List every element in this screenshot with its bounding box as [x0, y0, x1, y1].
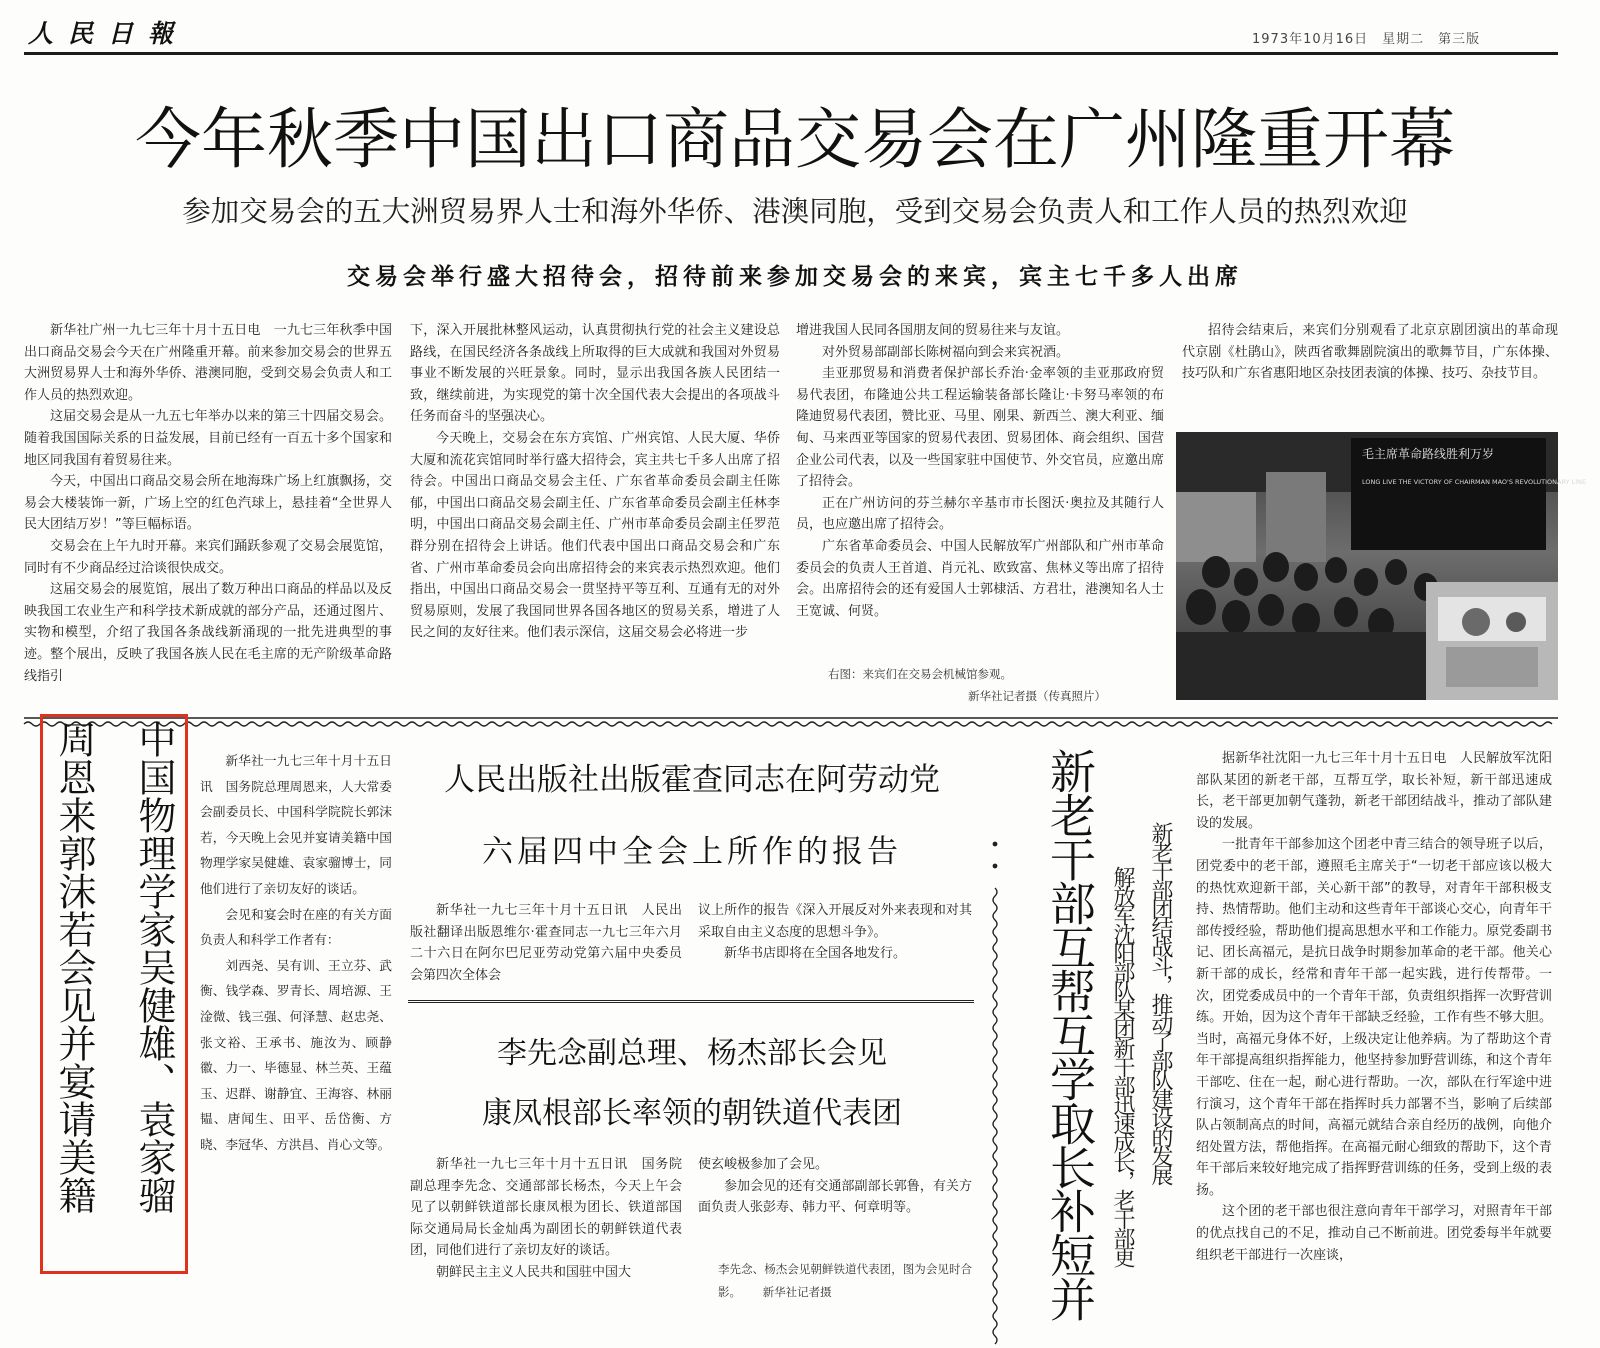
section-divider [24, 714, 1558, 728]
zhou-article-body: 新华社一九七三年十月十五日讯 国务院总理周恩来，人大常委会副委员长、中国科学院院长郭沫若，今天晚上会见并宴请美籍中国物理学家吴健雄、袁家骝博士，同他们进行了亲切友好的谈话。 会见和宴会时在座的有关方面负责人和科学工作者有： 刘西尧、吴有训、王立芬、武衡、钱学森、罗青长、周培源、王淦微、钱三强、何泽慧、赵忠尧、张文裕、王承书、施汝为、顾静徽、力一、毕德显、林兰英、王蕴玉、迟群、谢静宜、王海容、林丽韫、唐闻生、田平、岳岱衡、方晓、李冠华、方洪昌、肖心文等。 [200, 753, 392, 1152]
hoxha-end-rule [408, 1000, 974, 1003]
photo-sign: LONG LIVE THE VICTORY OF CHAIRMAN MAO'S REVOLUTIONARY LINE [1362, 478, 1587, 486]
fair-article-col-1: 新华社广州一九七三年十月十五日电 一九七三年秋季中国出口商品交易会今天在广州隆重开幕。前来参加交易会的世界五大洲贸易界人士和海外华侨、港澳同胞，受到交易会负责人和工作人员的热烈欢迎。 这届交易会是从一九五七年举办以来的第三十四届交易会。随着我国国际关系的日益发展，目前已经有一百五十多个国家和地区同我国有着贸易往来。 今天，中国出口商品交易会所在地海珠广场上红旗飘扬，交易会大楼装饰一新，广场上空的红色汽球上，悬挂着“全世界人民大团结万岁！”等巨幅标语。 交易会在上午九时开幕。来宾们踊跃参观了交易会展览馆，同时有不少商品经过洽谈很快成交。 这届交易会的展览馆，展出了数万种出口商品的样品以及反映我国工农业生产和科学技术新成就的部分产品，还通过图片、实物和模型，介绍了我国各条战线新涌现的一批先进典型的事迹。整个展出，反映了我国各族人民在毛主席的无产阶级革命路线指引 [24, 323, 392, 684]
zhou-headline-1: 周恩来郭沫若会见并宴请美籍 [52, 720, 96, 1214]
korea-headline-1: 李先念副总理、杨杰部长会见 [497, 1036, 887, 1071]
main-headline: 今年秋季中国出口商品交易会在广州隆重开幕 [135, 101, 1455, 178]
photo-credit: 新华社记者摄（传真照片） [968, 689, 1106, 703]
korea-body-col-1: 新华社一九七三年十月十五日讯 国务院副总理李先念、交通部部长杨杰，今天上午会见了以朝鲜铁道部长康凤根为团长、铁道部国际交通局局长金灿禹为副团长的朝鲜铁道代表团，同他们进行了亲切友好的谈话。 朝鲜民主主义人民共和国驻中国大 [410, 1157, 682, 1280]
cadres-subheadline-1: 新老干部团结战斗，推动了部队建设的发展 [1148, 822, 1173, 1183]
masthead-rule [24, 52, 1558, 55]
cadres-subheadline-2: 解放军沈阳部队某团新干部迅速成长，老干部更 [1110, 866, 1135, 1265]
fair-article-col-3: 增进我国人民同各国朋友间的贸易往来与友谊。 对外贸易部副部长陈树福向到会来宾祝酒。 圭亚那贸易和消费者保护部长乔治·金率领的圭亚那政府贸易代表团，布隆迪公共工程运输装备部长隆让·卡努马率领的布隆迪贸易代表团，赞比亚、马里、刚果、新西兰、澳大利亚、缅甸、马来西亚等国家的贸易代表团、贸易团体、商会组织、国营企业公司代表，以及一些国家驻中国使节、外交官员，应邀出席了招待会。 正在广州访问的芬兰赫尔辛基市市长图沃·奥拉及其随行人员，也应邀出席了招待会。 广东省革命委员会、中国人民解放军广州部队和广州市革命委员会的负责人王首道、肖元礼、欧致富、焦林义等出席了招待会。出席招待会的还有爱国人士郭棣活、方君壮，港澳知名人士王宽诚、何贤。 [796, 323, 1164, 619]
photo-banner: 毛主席革命路线胜利万岁 [1362, 447, 1495, 461]
photo-caption: 右图：来宾们在交易会机械馆参观。 [828, 667, 1012, 681]
subheadline: 参加交易会的五大洲贸易界人士和海外华侨、港澳同胞，受到交易会负责人和工作人员的热烈欢迎 [182, 195, 1408, 228]
cadres-article-body: 据新华社沈阳一九七三年十月十五日电 人民解放军沈阳部队某团的新老干部，互帮互学，取长补短，新干部迅速成长，老干部更加朝气蓬勃，新老干部团结战斗，推动了部队建设的发展。 一批青年干部参加这个团老中青三结合的领导班子以后，团党委中的老干部，遵照毛主席关于“一切老干部应该以极大的热忱欢迎新干部，关心新干部”的教导，对青年干部积极支持、热情帮助。他们主动和这些青年干部谈心交心，向青年干部传授经验，帮助他们提高思想水平和工作能力。原党委副书记、团长高福元，是抗日战争时期参加革命的老干部。他关心新干部的成长，经常和青年干部一起实践，进行传帮带。一次，团党委成员中的一个青年干部，负责组织指挥一次野营训练。开始，因为这个青年干部缺乏经验，工作有些不够大胆。当时，高福元身体不好，上级决定让他养病。为了帮助这个青年干部提高组织指挥能力，他坚持参加野营训练，和这个青年干部吃、住在一起，耐心进行帮助。一次，部队在行军途中进行演习，这个青年干部在指挥时兵力部署不当，影响了后续部队占领制高点的时间，高福元就结合亲自经历的战例，向他介绍处置方法，帮他指挥。在高福元耐心细致的帮助下，这个青年干部后来较好地完成了指挥野营训练的任务，受到上级的表扬。 这个团的老干部也很注意向青年干部学习，对照青年干部的优点找自己的不足，推动自己不断前进。团党委每半年就要组织老干部进行一次座谈， [1196, 751, 1552, 1263]
hoxha-body-col-2: 议上所作的报告《深入开展反对外来表现和对其采取自由主义态度的思想斗争》。 新华书店即将在全国各地发行。 [698, 903, 972, 962]
korea-body-col-2: 使玄峻极参加了会见。 参加会见的还有交通部副部长郭鲁，有关方面负责人张彭寿、韩力平、何章明等。 [698, 1157, 972, 1216]
hoxha-headline-2: 六届四中全会上所作的报告 [482, 834, 902, 870]
subheadline-2: 交易会举行盛大招待会，招待前来参加交易会的来宾，宾主七千多人出席 [347, 264, 1243, 290]
issue-date: 1973年10月16日 星期二 第三版 [1252, 32, 1481, 47]
fair-article-col-4: 招待会结束后，来宾们分别观看了北京京剧团演出的革命现代京剧《杜鹃山》，陕西省歌舞剧院演出的歌舞节目，广东体操、技巧队和广东省惠阳地区杂技团表演的体操、技巧、杂技节目。 [1182, 323, 1558, 382]
zhou-headline-2: 中国物理学家吴健雄、袁家骝 [132, 720, 176, 1214]
masthead-logo: 人民日報 [28, 19, 189, 48]
column-divider [988, 840, 1002, 1348]
korea-headline-2: 康凤根部长率领的朝铁道代表团 [482, 1096, 902, 1131]
hoxha-headline-1: 人民出版社出版霍查同志在阿劳动党 [444, 762, 940, 798]
cadres-headline: 新老干部互帮互学取长补短并 [1043, 748, 1097, 1320]
fair-article-col-2: 下，深入开展批林整风运动，认真贯彻执行党的社会主义建设总路线，在国民经济各条战线上所取得的巨大成就和我国对外贸易事业不断发展的兴旺景象。同时，显示出我国各族人民团结一致，继续前进，为实现党的第十次全国代表大会提出的各项战斗任务而奋斗的坚强决心。 今天晚上，交易会在东方宾馆、广州宾馆、人民大厦、华侨大厦和流花宾馆同时举行盛大招待会，宾主共七千多人出席了招待会。中国出口商品交易会主任、广东省革命委员会副主任陈郁，中国出口商品交易会副主任、广东省革命委员会副主任林李明，中国出口商品交易会副主任、广州市革命委员会副主任罗范群分别在招待会上讲话。他们代表中国出口商品交易会和广东省、广州市革命委员会向出席招待会的来宾表示热烈欢迎。他们指出，中国出口商品交易会一贯坚持平等互利、互通有无的对外贸易原则，发展了我国同世界各国各地区的贸易关系，增进了人民之间的友好往来。他们表示深信，这届交易会必将进一步 [410, 323, 780, 641]
fair-photo [1176, 432, 1587, 700]
hoxha-body-col-1: 新华社一九七三年十月十五日讯 人民出版社翻译出版恩维尔·霍查同志一九七三年六月二十六日在阿尔巴尼亚劳动党第六届中央委员会第四次全体会 [410, 903, 682, 983]
korea-photo-caption: 李先念、杨杰会见朝鲜铁道代表团，图为会见时合影。 新华社记者摄 [718, 1262, 972, 1299]
